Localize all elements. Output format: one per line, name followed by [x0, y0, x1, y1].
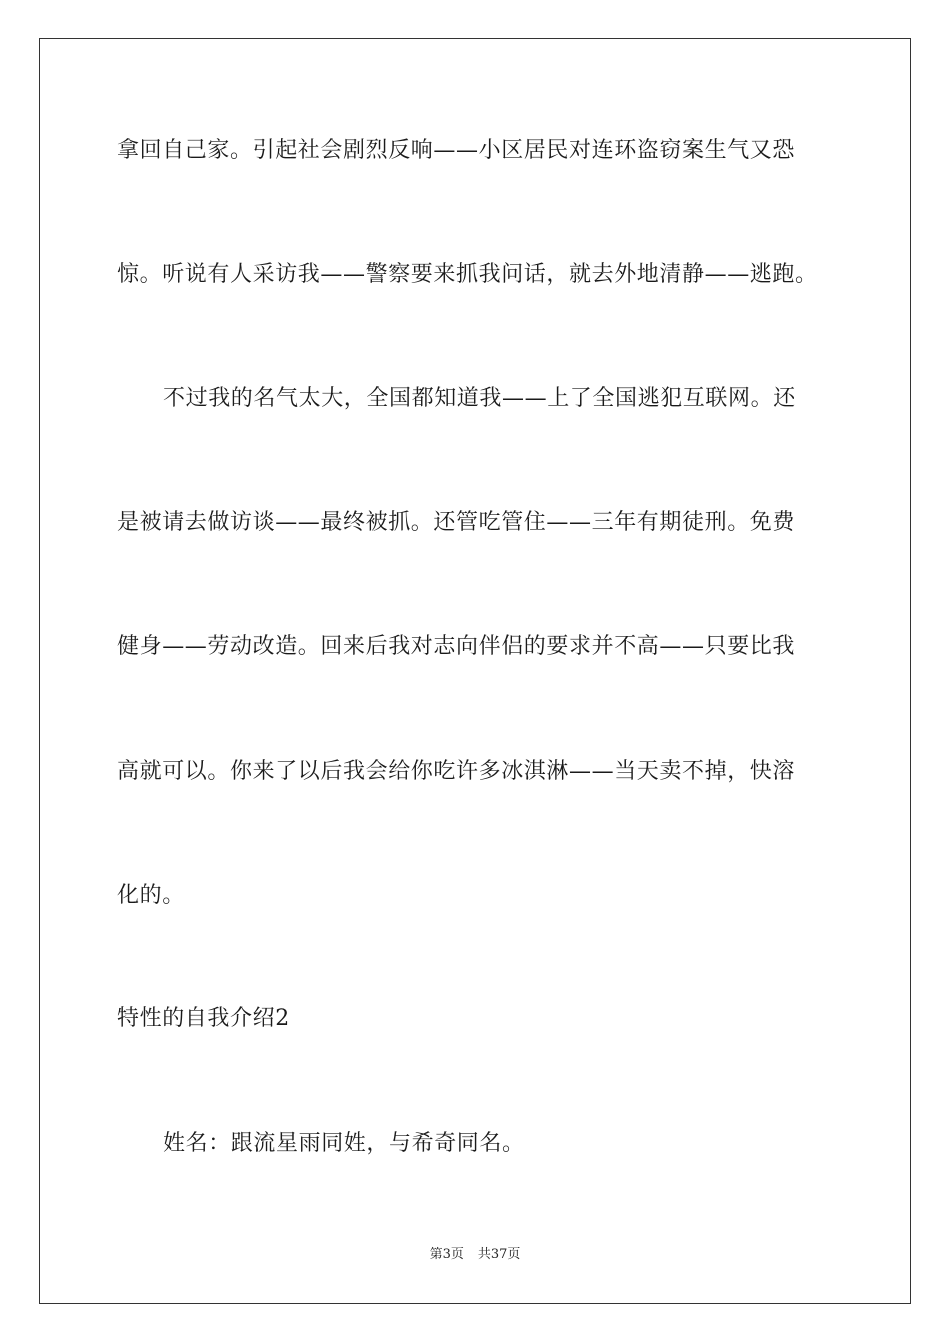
section-heading: 特性的自我介绍2	[117, 1006, 290, 1031]
page-footer	[0, 1246, 950, 1264]
page-total: 共37页	[477, 1247, 521, 1262]
body-text-line-2: 惊。听说有人采访我——警察要来抓我问话，就去外地清静——逃跑。	[117, 262, 818, 287]
page-border	[39, 38, 911, 1304]
body-text-line-4: 是被请去做访谈——最终被抓。还管吃管住——三年有期徒刑。免费	[117, 510, 796, 535]
page-number: 第3页	[429, 1247, 464, 1262]
body-text-line-1: 拿回自己家。引起社会剧烈反响——小区居民对连环盗窃案生气又恐	[117, 138, 796, 163]
body-text-line-8: 姓名：跟流星雨同姓，与希奇同名。	[163, 1131, 525, 1156]
body-text-line-3: 不过我的名气太大，全国都知道我——上了全国逃犯互联网。还	[163, 386, 796, 411]
body-text-line-7: 化的。	[117, 883, 185, 908]
body-text-line-5: 健身——劳动改造。回来后我对志向伴侣的要求并不高——只要比我	[117, 634, 796, 659]
body-text-line-6: 高就可以。你来了以后我会给你吃许多冰淇淋——当天卖不掉，快溶	[117, 759, 796, 784]
